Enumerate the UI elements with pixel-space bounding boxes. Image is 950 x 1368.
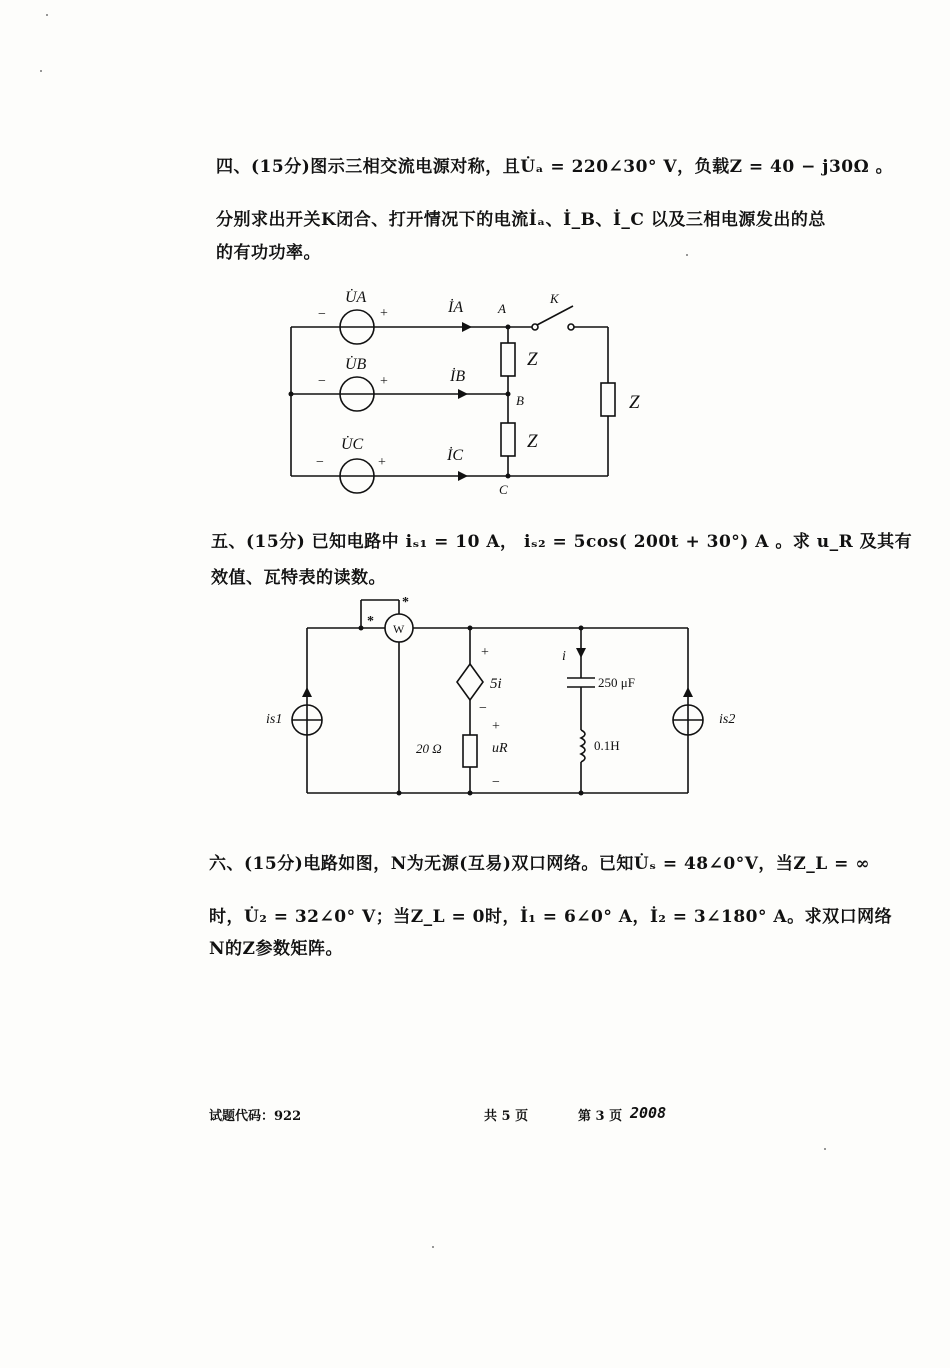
ub-plus: + bbox=[380, 374, 388, 389]
node-a-label: A bbox=[498, 301, 506, 316]
wattmeter-label: W bbox=[393, 622, 405, 636]
ib-label: İB bbox=[450, 368, 466, 385]
problem4-line3: 的有功功率。 bbox=[216, 243, 321, 263]
wattmeter-star-current: * bbox=[367, 614, 374, 629]
footer-exam-code: 试题代码：922 bbox=[209, 1109, 302, 1124]
is2-label: is2 bbox=[719, 712, 736, 727]
problem6-line1: 六、(15分)电路如图，N为无源(互易)双口网络。已知U̇ₛ = 48∠0°V，当Z_L = ∞ bbox=[209, 854, 871, 874]
wattmeter-star-voltage: * bbox=[402, 595, 409, 610]
ub-minus: − bbox=[318, 374, 326, 389]
uc-minus: − bbox=[316, 455, 324, 470]
ua-label: U̇A bbox=[345, 289, 367, 306]
footer-handwritten-year: 2008 bbox=[630, 1104, 667, 1122]
problem5-line2: 效值、瓦特表的读数。 bbox=[211, 568, 386, 588]
ua-minus: − bbox=[318, 307, 326, 322]
ic-label: İC bbox=[447, 447, 463, 464]
node-b-label: B bbox=[516, 393, 524, 408]
z-ab-label: Z bbox=[527, 349, 538, 370]
dep-plus: + bbox=[481, 645, 489, 660]
uc-label: U̇C bbox=[341, 436, 364, 453]
dep-minus: − bbox=[479, 701, 487, 716]
problem4-line2: 分别求出开关K闭合、打开情况下的电流İₐ、İ_B、İ_C 以及三相电源发出的总 bbox=[216, 210, 826, 230]
dep-source-label: 5i bbox=[490, 676, 502, 692]
footer-total-pages: 共 5 页 bbox=[484, 1109, 529, 1124]
is1-label: is1 bbox=[266, 712, 283, 727]
z-right-label: Z bbox=[629, 392, 640, 413]
node-c-label: C bbox=[499, 482, 508, 497]
switch-k-label: K bbox=[550, 291, 559, 306]
problem6-line2: 时，U̇₂ = 32∠0° V；当Z_L = 0时，İ₁ = 6∠0° A，İ₂ = 3∠180° A。求双口网络 bbox=[209, 907, 893, 927]
uc-plus: + bbox=[378, 455, 386, 470]
ia-label: İA bbox=[448, 299, 464, 316]
ur-minus: − bbox=[492, 775, 500, 790]
ur-plus: + bbox=[492, 719, 500, 734]
problem5-line1: 五、(15分) 已知电路中 iₛ₁ = 10 A， iₛ₂ = 5cos( 200t + 30°) A 。求 u_R 及其有 bbox=[211, 532, 913, 552]
ua-plus: + bbox=[380, 306, 388, 321]
ur-label: uR bbox=[492, 741, 508, 756]
footer-page-number: 第 3 页 bbox=[578, 1109, 623, 1124]
ub-label: U̇B bbox=[345, 356, 367, 373]
problem6-line3: N的Z参数矩阵。 bbox=[209, 939, 343, 959]
current-i-label: i bbox=[562, 649, 566, 664]
inductor-label: 0.1H bbox=[594, 738, 620, 753]
resistor-label: 20 Ω bbox=[416, 741, 442, 756]
z-bc-label: Z bbox=[527, 431, 538, 452]
capacitor-label: 250 μF bbox=[598, 675, 635, 690]
problem4-line1: 四、(15分)图示三相交流电源对称，且U̇ₐ = 220∠30° V，负载Z = 40 − j30Ω 。 bbox=[216, 157, 894, 177]
